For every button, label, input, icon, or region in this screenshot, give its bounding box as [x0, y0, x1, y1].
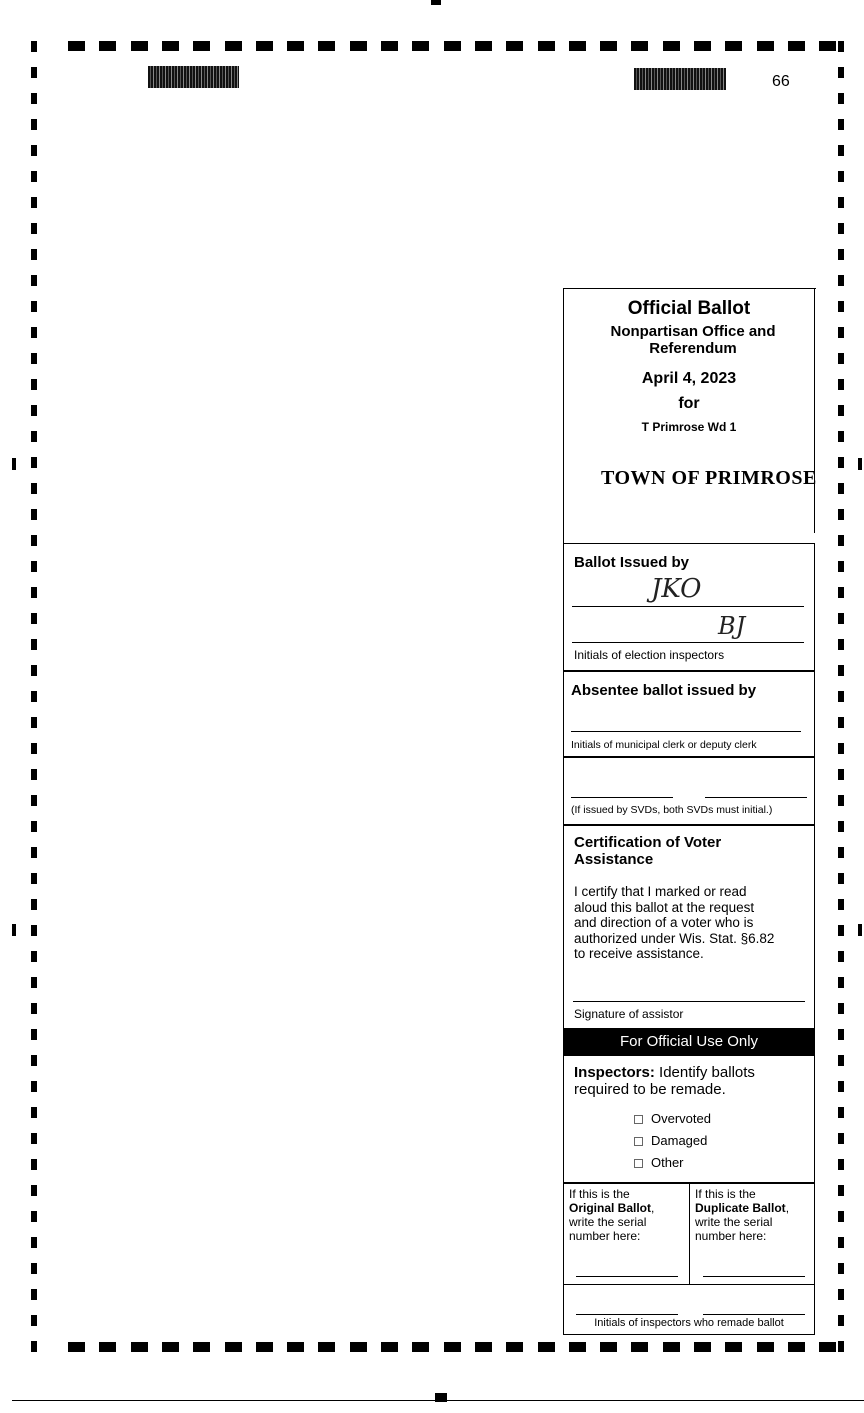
inspectors-instruction — [574, 1064, 755, 1081]
timing-mark — [838, 145, 844, 156]
serial-text: If this is the — [569, 1187, 630, 1201]
timing-mark — [838, 93, 844, 104]
timing-mark — [838, 587, 844, 598]
timing-mark — [31, 743, 37, 754]
timing-mark — [31, 1159, 37, 1170]
timing-mark — [31, 1263, 37, 1274]
timing-mark — [256, 1342, 273, 1352]
serial-text: If this is the — [695, 1187, 756, 1201]
timing-mark — [444, 41, 461, 51]
absentee-caption: Initials of municipal clerk or deputy clerk — [571, 739, 757, 751]
timing-mark — [838, 1315, 844, 1326]
timing-mark — [412, 41, 429, 51]
timing-mark — [819, 41, 836, 51]
timing-mark — [31, 1029, 37, 1040]
timing-mark — [31, 1185, 37, 1196]
registration-tick — [431, 0, 441, 5]
timing-mark — [31, 405, 37, 416]
timing-mark — [538, 41, 555, 51]
certification-line: I certify that I marked or read — [574, 884, 747, 899]
timing-mark — [838, 951, 844, 962]
timing-mark — [350, 41, 367, 51]
timing-mark — [31, 93, 37, 104]
serial-separator — [563, 1284, 815, 1285]
timing-mark — [31, 1289, 37, 1300]
certification-line: aloud this ballot at the request — [574, 899, 755, 915]
timing-mark — [225, 1342, 242, 1352]
timing-mark — [31, 873, 37, 884]
ward-label: T Primrose Wd 1 — [641, 420, 737, 434]
ballot-subtitle: Nonpartisan Office and Referendum — [610, 323, 776, 357]
bottom-rule — [12, 1400, 864, 1401]
timing-mark — [31, 327, 37, 338]
timing-mark — [31, 67, 37, 78]
timing-mark — [31, 1003, 37, 1014]
timing-mark — [838, 1237, 844, 1248]
timing-mark — [600, 1342, 617, 1352]
remade-initials-line-2[interactable] — [703, 1314, 805, 1315]
timing-mark — [788, 1342, 805, 1352]
timing-mark — [162, 41, 179, 51]
certification-line: authorized under Wis. Stat. §6.82 — [574, 930, 775, 946]
duplicate-serial-line[interactable] — [703, 1276, 805, 1277]
checkbox-icon[interactable] — [634, 1137, 643, 1146]
checkbox-icon[interactable] — [634, 1115, 643, 1124]
timing-mark — [162, 1342, 179, 1352]
timing-mark — [31, 275, 37, 286]
timing-mark — [31, 197, 37, 208]
timing-mark — [381, 1342, 398, 1352]
timing-mark — [838, 1185, 844, 1196]
timing-mark — [31, 535, 37, 546]
timing-mark — [256, 41, 273, 51]
original-ballot-label: Original Ballot — [569, 1201, 652, 1215]
timing-mark — [838, 1211, 844, 1222]
timing-mark — [838, 301, 844, 312]
option-label: Other — [651, 1155, 684, 1170]
timing-mark — [225, 41, 242, 51]
timing-mark — [838, 1133, 844, 1144]
timing-mark — [31, 119, 37, 130]
timing-mark — [31, 899, 37, 910]
timing-mark — [838, 795, 844, 806]
remade-caption: Initials of inspectors who remade ballot — [594, 1317, 784, 1329]
timing-mark — [600, 41, 617, 51]
timing-mark — [838, 613, 844, 624]
certification-body — [574, 884, 810, 962]
timing-mark — [68, 1342, 85, 1352]
timing-mark — [31, 665, 37, 676]
timing-mark — [838, 561, 844, 572]
certification-line: to receive assistance. — [574, 946, 704, 961]
option-label: Overvoted — [651, 1111, 711, 1126]
checkbox-icon[interactable] — [634, 1159, 643, 1168]
timing-mark — [193, 1342, 210, 1352]
option-label: Damaged — [651, 1133, 708, 1148]
timing-mark — [31, 509, 37, 520]
municipality-stamp: TOWN OF PRIMROSE — [601, 467, 817, 489]
timing-mark — [569, 41, 586, 51]
timing-mark — [838, 275, 844, 286]
timing-mark — [838, 1289, 844, 1300]
timing-mark — [31, 223, 37, 234]
timing-mark — [31, 1055, 37, 1066]
inspectors-label: Inspectors: — [574, 1064, 655, 1081]
assistor-signature-line[interactable] — [573, 1001, 805, 1002]
timing-mark — [757, 1342, 774, 1352]
timing-mark — [31, 587, 37, 598]
timing-mark — [663, 1342, 680, 1352]
certification-heading: Certification of Voter Assistance — [574, 834, 722, 868]
timing-mark — [31, 1237, 37, 1248]
serial-text: write the serial — [569, 1215, 647, 1229]
timing-mark — [838, 197, 844, 208]
timing-mark — [444, 1342, 461, 1352]
timing-mark — [31, 977, 37, 988]
timing-mark — [631, 1342, 648, 1352]
option-overvoted[interactable] — [634, 1111, 711, 1126]
ballot-issued-heading: Ballot Issued by — [574, 554, 690, 571]
timing-mark — [31, 145, 37, 156]
svd-initials-line-2[interactable] — [705, 797, 807, 798]
timing-mark — [838, 223, 844, 234]
timing-mark — [475, 1342, 492, 1352]
timing-mark — [788, 41, 805, 51]
page-number: 66 — [772, 73, 790, 90]
timing-mark — [193, 41, 210, 51]
timing-mark — [838, 1341, 844, 1352]
timing-mark — [838, 1107, 844, 1118]
timing-mark — [838, 873, 844, 884]
timing-mark — [838, 847, 844, 858]
timing-mark — [31, 925, 37, 936]
edge-tick — [12, 924, 16, 936]
timing-mark — [838, 821, 844, 832]
timing-mark — [31, 561, 37, 572]
initials-line-1[interactable] — [572, 606, 804, 607]
serial-divider — [689, 1183, 690, 1284]
timing-mark — [475, 41, 492, 51]
absentee-initials-line[interactable] — [571, 731, 801, 732]
timing-mark — [412, 1342, 429, 1352]
timing-mark — [838, 665, 844, 676]
timing-mark — [838, 457, 844, 468]
edge-tick — [858, 458, 862, 470]
timing-mark — [31, 1315, 37, 1326]
timing-mark — [838, 327, 844, 338]
for-label: for — [678, 395, 700, 412]
timing-mark — [31, 639, 37, 650]
timing-mark — [31, 379, 37, 390]
timing-mark — [31, 353, 37, 364]
barcode-right — [634, 68, 726, 90]
timing-mark — [757, 41, 774, 51]
timing-mark — [838, 977, 844, 988]
remade-initials-line-1[interactable] — [576, 1314, 678, 1315]
duplicate-ballot-label: Duplicate Ballot — [695, 1201, 786, 1215]
timing-mark — [838, 691, 844, 702]
timing-mark — [838, 769, 844, 780]
duplicate-serial-instructions: If this is the Duplicate Ballot, write the serial number here: — [695, 1187, 790, 1243]
ballot-issued-caption: Initials of election inspectors — [574, 648, 725, 662]
svd-caption: (If issued by SVDs, both SVDs must initial.) — [571, 804, 773, 816]
timing-mark — [31, 821, 37, 832]
timing-mark — [31, 1341, 37, 1352]
ballot-title: Official Ballot — [627, 298, 751, 319]
edge-tick — [858, 924, 862, 936]
timing-mark — [131, 1342, 148, 1352]
certification-line: and direction of a voter who is — [574, 915, 754, 930]
timing-mark — [506, 41, 523, 51]
timing-mark — [838, 1029, 844, 1040]
timing-mark — [31, 1133, 37, 1144]
timing-mark — [631, 41, 648, 51]
timing-mark — [31, 769, 37, 780]
timing-mark — [131, 41, 148, 51]
timing-mark — [31, 1081, 37, 1092]
timing-mark — [31, 249, 37, 260]
timing-mark — [725, 1342, 742, 1352]
timing-mark — [318, 41, 335, 51]
timing-mark — [838, 405, 844, 416]
serial-text: write the serial — [695, 1215, 773, 1229]
timing-mark — [819, 1342, 836, 1352]
timing-mark — [838, 1003, 844, 1014]
timing-mark — [31, 795, 37, 806]
svd-initials-line-1[interactable] — [571, 797, 673, 798]
timing-mark — [838, 431, 844, 442]
timing-mark — [838, 171, 844, 182]
timing-mark — [838, 67, 844, 78]
timing-mark — [31, 717, 37, 728]
timing-mark — [838, 717, 844, 728]
timing-mark — [838, 899, 844, 910]
timing-mark — [838, 119, 844, 130]
inspector-initials-1: JKO — [651, 574, 702, 604]
timing-mark — [31, 41, 37, 52]
timing-mark — [31, 951, 37, 962]
instruction-line-2: required to be remade. — [574, 1081, 726, 1098]
timing-mark — [663, 41, 680, 51]
timing-mark — [318, 1342, 335, 1352]
timing-mark — [31, 613, 37, 624]
timing-mark — [838, 1159, 844, 1170]
timing-mark — [838, 535, 844, 546]
timing-mark — [838, 509, 844, 520]
edge-tick — [12, 458, 16, 470]
timing-mark — [838, 743, 844, 754]
timing-mark — [287, 1342, 304, 1352]
timing-mark — [381, 41, 398, 51]
timing-mark — [287, 41, 304, 51]
timing-mark — [838, 639, 844, 650]
serial-text: number here: — [569, 1229, 641, 1243]
timing-mark — [31, 171, 37, 182]
option-other[interactable] — [634, 1155, 684, 1170]
timing-mark — [31, 691, 37, 702]
barcode-left — [148, 66, 239, 88]
timing-mark — [350, 1342, 367, 1352]
timing-mark — [838, 1055, 844, 1066]
timing-mark — [68, 41, 85, 51]
inspector-initials-2: BJ — [718, 612, 746, 640]
absentee-heading: Absentee ballot issued by — [571, 682, 757, 699]
timing-mark — [838, 1081, 844, 1092]
original-serial-instructions: If this is the Original Ballot, write the serial number here: — [569, 1187, 655, 1243]
timing-mark — [538, 1342, 555, 1352]
timing-mark — [31, 457, 37, 468]
instruction-line-1: Identify ballots — [659, 1064, 755, 1081]
timing-mark — [838, 41, 844, 52]
initials-line-2[interactable] — [572, 642, 804, 643]
timing-mark — [838, 483, 844, 494]
timing-mark — [31, 301, 37, 312]
timing-mark — [31, 1211, 37, 1222]
timing-mark — [838, 353, 844, 364]
official-use-banner-text: For Official Use Only — [619, 1033, 759, 1050]
timing-mark — [31, 847, 37, 858]
timing-mark — [31, 1107, 37, 1118]
timing-mark — [99, 1342, 116, 1352]
assistor-caption: Signature of assistor — [574, 1007, 684, 1021]
timing-mark — [838, 249, 844, 260]
election-date: April 4, 2023 — [641, 370, 737, 387]
timing-mark — [838, 1263, 844, 1274]
original-serial-line[interactable] — [576, 1276, 678, 1277]
timing-mark — [725, 41, 742, 51]
timing-mark — [506, 1342, 523, 1352]
serial-text: number here: — [695, 1229, 767, 1243]
timing-mark — [31, 431, 37, 442]
timing-mark — [694, 41, 711, 51]
timing-mark — [99, 41, 116, 51]
timing-mark — [838, 379, 844, 390]
option-damaged[interactable] — [634, 1133, 707, 1148]
timing-mark — [569, 1342, 586, 1352]
timing-mark — [838, 925, 844, 936]
timing-mark — [31, 483, 37, 494]
timing-mark — [694, 1342, 711, 1352]
